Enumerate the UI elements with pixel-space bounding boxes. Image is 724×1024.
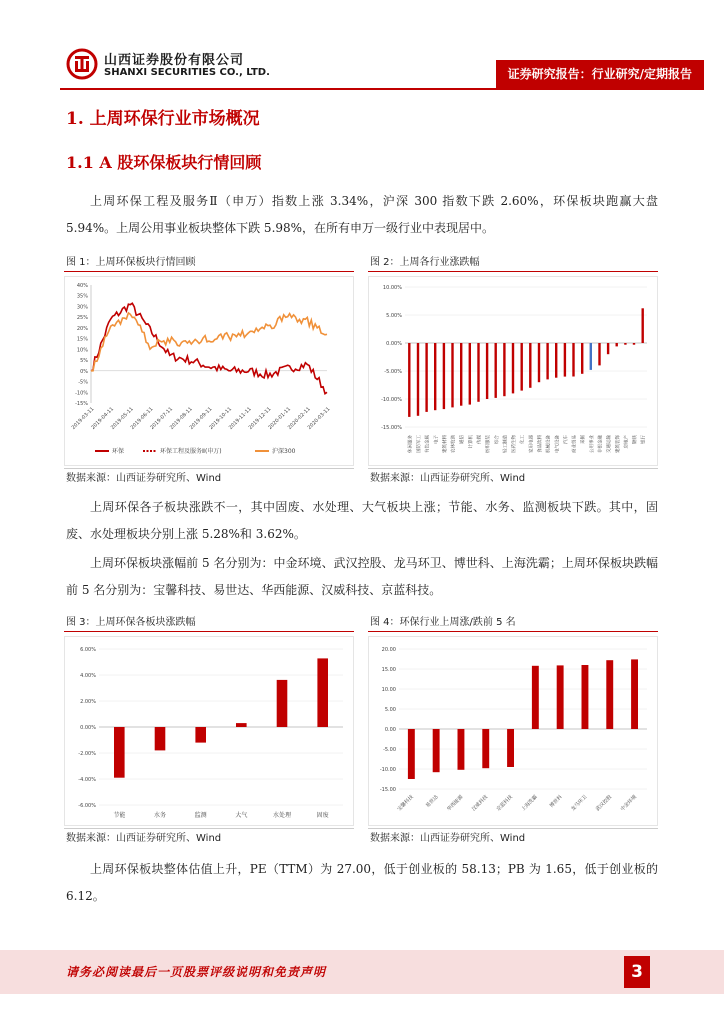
x-category-label: 传媒 (477, 435, 483, 444)
x-category-label: 家用电器 (529, 435, 535, 453)
bar (642, 308, 644, 343)
figure-1-source: 数据来源：山西证券研究所、Wind (64, 468, 354, 488)
figure-2-source: 数据来源：山西证券研究所、Wind (368, 468, 658, 488)
x-category-label: 化工 (520, 435, 526, 444)
bar (512, 343, 514, 393)
x-tick-label: 2019-07-11 (149, 406, 175, 431)
y-tick-label: -5% (78, 379, 88, 386)
y-tick-label: 10.00% (382, 285, 402, 291)
bar (408, 729, 415, 779)
legend-label: 沪深300 (272, 448, 296, 455)
bar (616, 343, 618, 346)
y-tick-label: 35% (76, 293, 88, 300)
bar (606, 660, 613, 729)
bar (458, 729, 465, 770)
figure-2-caption: 图 2：上周各行业涨跌幅 (368, 254, 658, 272)
y-tick-label: 2.00% (80, 699, 96, 705)
x-category-label: 电子 (434, 435, 440, 444)
y-tick-label: 0% (80, 368, 88, 375)
x-category-label: 交通运输 (607, 435, 613, 453)
x-category-label: 有色金属 (425, 435, 431, 453)
y-tick-label: 20.00 (381, 647, 396, 653)
y-tick-label: 40% (76, 283, 88, 289)
x-category-label: 医药生物 (512, 435, 518, 453)
bar (451, 343, 453, 407)
x-category-label: 汉威科技 (470, 794, 490, 813)
legend-label: 环保工程及服务Ⅱ(申万) (160, 448, 222, 455)
y-tick-label: -10% (75, 390, 88, 397)
x-tick-label: 2019-06-11 (129, 406, 155, 431)
x-category-label: 通信 (460, 435, 466, 444)
x-tick-label: 2019-11-11 (227, 406, 253, 431)
x-category-label: 监测 (194, 812, 207, 819)
x-category-label: 钢铁 (633, 435, 639, 444)
y-tick-label: 30% (76, 304, 88, 311)
x-tick-label: 2020-01-11 (267, 406, 293, 431)
x-tick-label: 2019-04-11 (90, 406, 116, 431)
x-category-label: 计算机 (468, 435, 474, 449)
x-category-label: 综合 (494, 435, 500, 444)
bar (546, 343, 548, 379)
x-category-label: 水务 (153, 812, 167, 819)
y-tick-label: -4.00% (78, 777, 96, 783)
x-category-label: 大气 (235, 812, 248, 819)
page-number: 3 (624, 956, 650, 988)
bar-chart-subsector-change (65, 637, 353, 825)
x-category-label: 非银金融 (598, 435, 604, 453)
figure-3-source: 数据来源：山西证券研究所、Wind (64, 828, 354, 848)
x-category-label: 节能 (113, 812, 126, 819)
x-category-label: 食品饮料 (537, 435, 543, 453)
y-tick-label: -15% (75, 401, 88, 407)
x-category-label: 固废 (316, 812, 329, 819)
figure-3-chart (64, 636, 354, 826)
page-footer (0, 950, 724, 994)
bar (195, 727, 206, 743)
x-category-label: 银行 (641, 435, 647, 444)
x-category-label: 建筑装饰 (615, 435, 621, 453)
y-tick-label: 15.00 (381, 667, 396, 673)
y-tick-label: 0.00 (384, 727, 396, 733)
bar (555, 343, 557, 378)
bar (581, 343, 583, 374)
x-category-label: 公用事业 (589, 435, 595, 453)
y-tick-label: -10.00% (381, 397, 402, 403)
legend-label: 环保 (112, 448, 125, 455)
x-tick-label: 2020-02-11 (286, 406, 312, 431)
y-tick-label: 4.00% (80, 673, 96, 679)
section-heading: 1. 上周环保行业市场概况 (66, 109, 260, 129)
bar (155, 727, 166, 750)
bar (631, 659, 638, 729)
paragraph-market-overview: 上周环保工程及服务Ⅱ（申万）指数上涨 3.34%，沪深 300 指数下跌 2.60%，环保板块跑赢大盘 5.94%。上周公用事业板块整体下跌 5.98%，在所有申万一级行业中表现居中。 (66, 194, 658, 235)
bar (624, 343, 626, 345)
report-type-banner: 证券研究报告：行业研究/定期报告 (496, 60, 704, 88)
bar (317, 658, 328, 727)
bar (532, 666, 539, 729)
bar (507, 729, 514, 767)
x-category-label: 电气设备 (555, 435, 561, 453)
bar (433, 729, 440, 772)
bar (408, 343, 410, 417)
x-category-label: 房地产 (624, 435, 630, 449)
paragraph-valuation: 上周环保板块整体估值上升，PE（TTM）为 27.00，低于创业板的 58.13；PB 为 1.65，低于创业板的 6.12。 (66, 862, 658, 903)
figure-3-caption: 图 3：上周环保各板块涨跌幅 (64, 614, 354, 632)
y-tick-label: 5.00% (386, 313, 402, 319)
bar (582, 665, 589, 729)
series-line-hs300 (91, 313, 327, 371)
y-tick-label: -2.00% (78, 751, 96, 757)
x-category-label: 上海洗霸 (520, 794, 539, 813)
x-category-label: 汽车 (563, 435, 569, 444)
bar (417, 343, 419, 416)
page-header (0, 40, 724, 92)
bar (633, 343, 635, 345)
figure-1-caption: 图 1：上周环保板块行情回顾 (64, 254, 354, 272)
bar (486, 343, 488, 399)
line-chart-sector-review (65, 277, 353, 465)
bar (495, 343, 497, 398)
company-name-en: SHANXI SECURITIES CO., LTD. (104, 67, 270, 78)
x-tick-label: 2019-09-11 (188, 406, 214, 431)
shanxi-securities-logo-icon (66, 48, 98, 80)
y-tick-label: -5.00 (383, 747, 396, 753)
bar (521, 343, 523, 391)
x-category-label: 华西能源 (446, 794, 465, 813)
figure-4-source: 数据来源：山西证券研究所、Wind (368, 828, 658, 848)
x-category-label: 国防军工 (416, 435, 422, 453)
x-category-label: 京蓝科技 (495, 794, 515, 813)
y-tick-label: -10.00 (379, 767, 396, 773)
x-category-label: 机械设备 (546, 435, 552, 453)
y-tick-label: 0.00% (386, 341, 402, 347)
bar (557, 665, 564, 729)
x-category-label: 水处理 (272, 812, 292, 819)
bar (477, 343, 479, 402)
bar (434, 343, 436, 410)
x-category-label: 易世达 (424, 794, 440, 810)
x-category-label: 采掘 (581, 435, 587, 444)
y-tick-label: -6.00% (78, 803, 96, 809)
subsection-heading: 1.1 A 股环保板块行情回顾 (66, 153, 262, 172)
y-tick-label: 5.00 (384, 707, 396, 713)
y-tick-label: 0.00% (80, 725, 96, 731)
x-category-label: 纺织服装 (486, 435, 492, 453)
figure-1-chart (64, 276, 354, 466)
x-category-label: 龙马环卫 (570, 794, 589, 813)
y-tick-label: 20% (76, 325, 88, 332)
bar (236, 723, 247, 727)
x-tick-label: 2019-08-11 (168, 406, 194, 431)
x-category-label: 宝馨科技 (396, 794, 415, 813)
bar (538, 343, 540, 382)
x-tick-label: 2019-10-11 (208, 406, 234, 431)
y-tick-label: -15.00% (381, 425, 402, 431)
figure-2-chart (368, 276, 658, 466)
figure-4-chart (368, 636, 658, 826)
x-tick-label: 2019-03-11 (70, 406, 96, 431)
bar (564, 343, 566, 377)
x-tick-label: 2019-05-11 (109, 406, 135, 431)
x-category-label: 休闲服务 (408, 435, 414, 453)
company-name-cn: 山西证券股份有限公司 (104, 53, 245, 68)
bar (277, 680, 288, 727)
bar (590, 343, 592, 370)
y-tick-label: -5.00% (384, 369, 402, 375)
y-tick-label: 15% (76, 336, 88, 343)
x-tick-label: 2020-03-11 (306, 406, 332, 431)
x-category-label: 建筑材料 (442, 435, 448, 453)
bar (482, 729, 489, 768)
header-divider (60, 88, 704, 90)
y-tick-label: 10% (76, 347, 88, 354)
disclaimer-notice: 请务必阅读最后一页股票评级说明和免责声明 (66, 965, 327, 979)
bar (114, 727, 125, 778)
bar (607, 343, 609, 354)
bar (529, 343, 531, 388)
bar (460, 343, 462, 406)
y-tick-label: 25% (76, 315, 88, 322)
bar (598, 343, 600, 365)
x-category-label: 农林牧渔 (451, 435, 457, 453)
figure-4-caption: 图 4：环保行业上周涨/跌前 5 名 (368, 614, 658, 632)
bar-chart-top5-movers (369, 637, 657, 825)
y-tick-label: 5% (80, 358, 88, 365)
paragraph-sub-sectors: 上周环保各子板块涨跌不一，其中固废、水处理、大气板块上涨；节能、水务、监测板块下跌。其中，固废、水处理板块分别上涨 5.28%和 3.62%。 (66, 500, 658, 541)
x-category-label: 武汉控股 (594, 794, 614, 813)
paragraph-top-movers: 上周环保板块涨幅前 5 名分别为：中金环境、武汉控股、龙马环卫、博世科、上海洗霸；上周环保板块跌幅前 5 名分别为：宝馨科技、易世达、华西能源、汉威科技、京蓝科技。 (66, 556, 658, 597)
bar (572, 343, 574, 377)
bar-chart-industry-change (369, 277, 657, 465)
bar (425, 343, 427, 412)
bar (443, 343, 445, 409)
x-tick-label: 2019-12-11 (247, 406, 273, 431)
x-category-label: 轻工制造 (503, 435, 509, 453)
y-tick-label: 6.00% (80, 647, 96, 653)
y-tick-label: 10.00 (381, 687, 396, 693)
x-category-label: 中金环境 (619, 794, 639, 813)
x-category-label: 博世科 (548, 794, 564, 810)
y-tick-label: -15.00 (379, 787, 396, 793)
bar (469, 343, 471, 405)
bar (503, 343, 505, 396)
x-category-label: 商业贸易 (572, 435, 578, 453)
